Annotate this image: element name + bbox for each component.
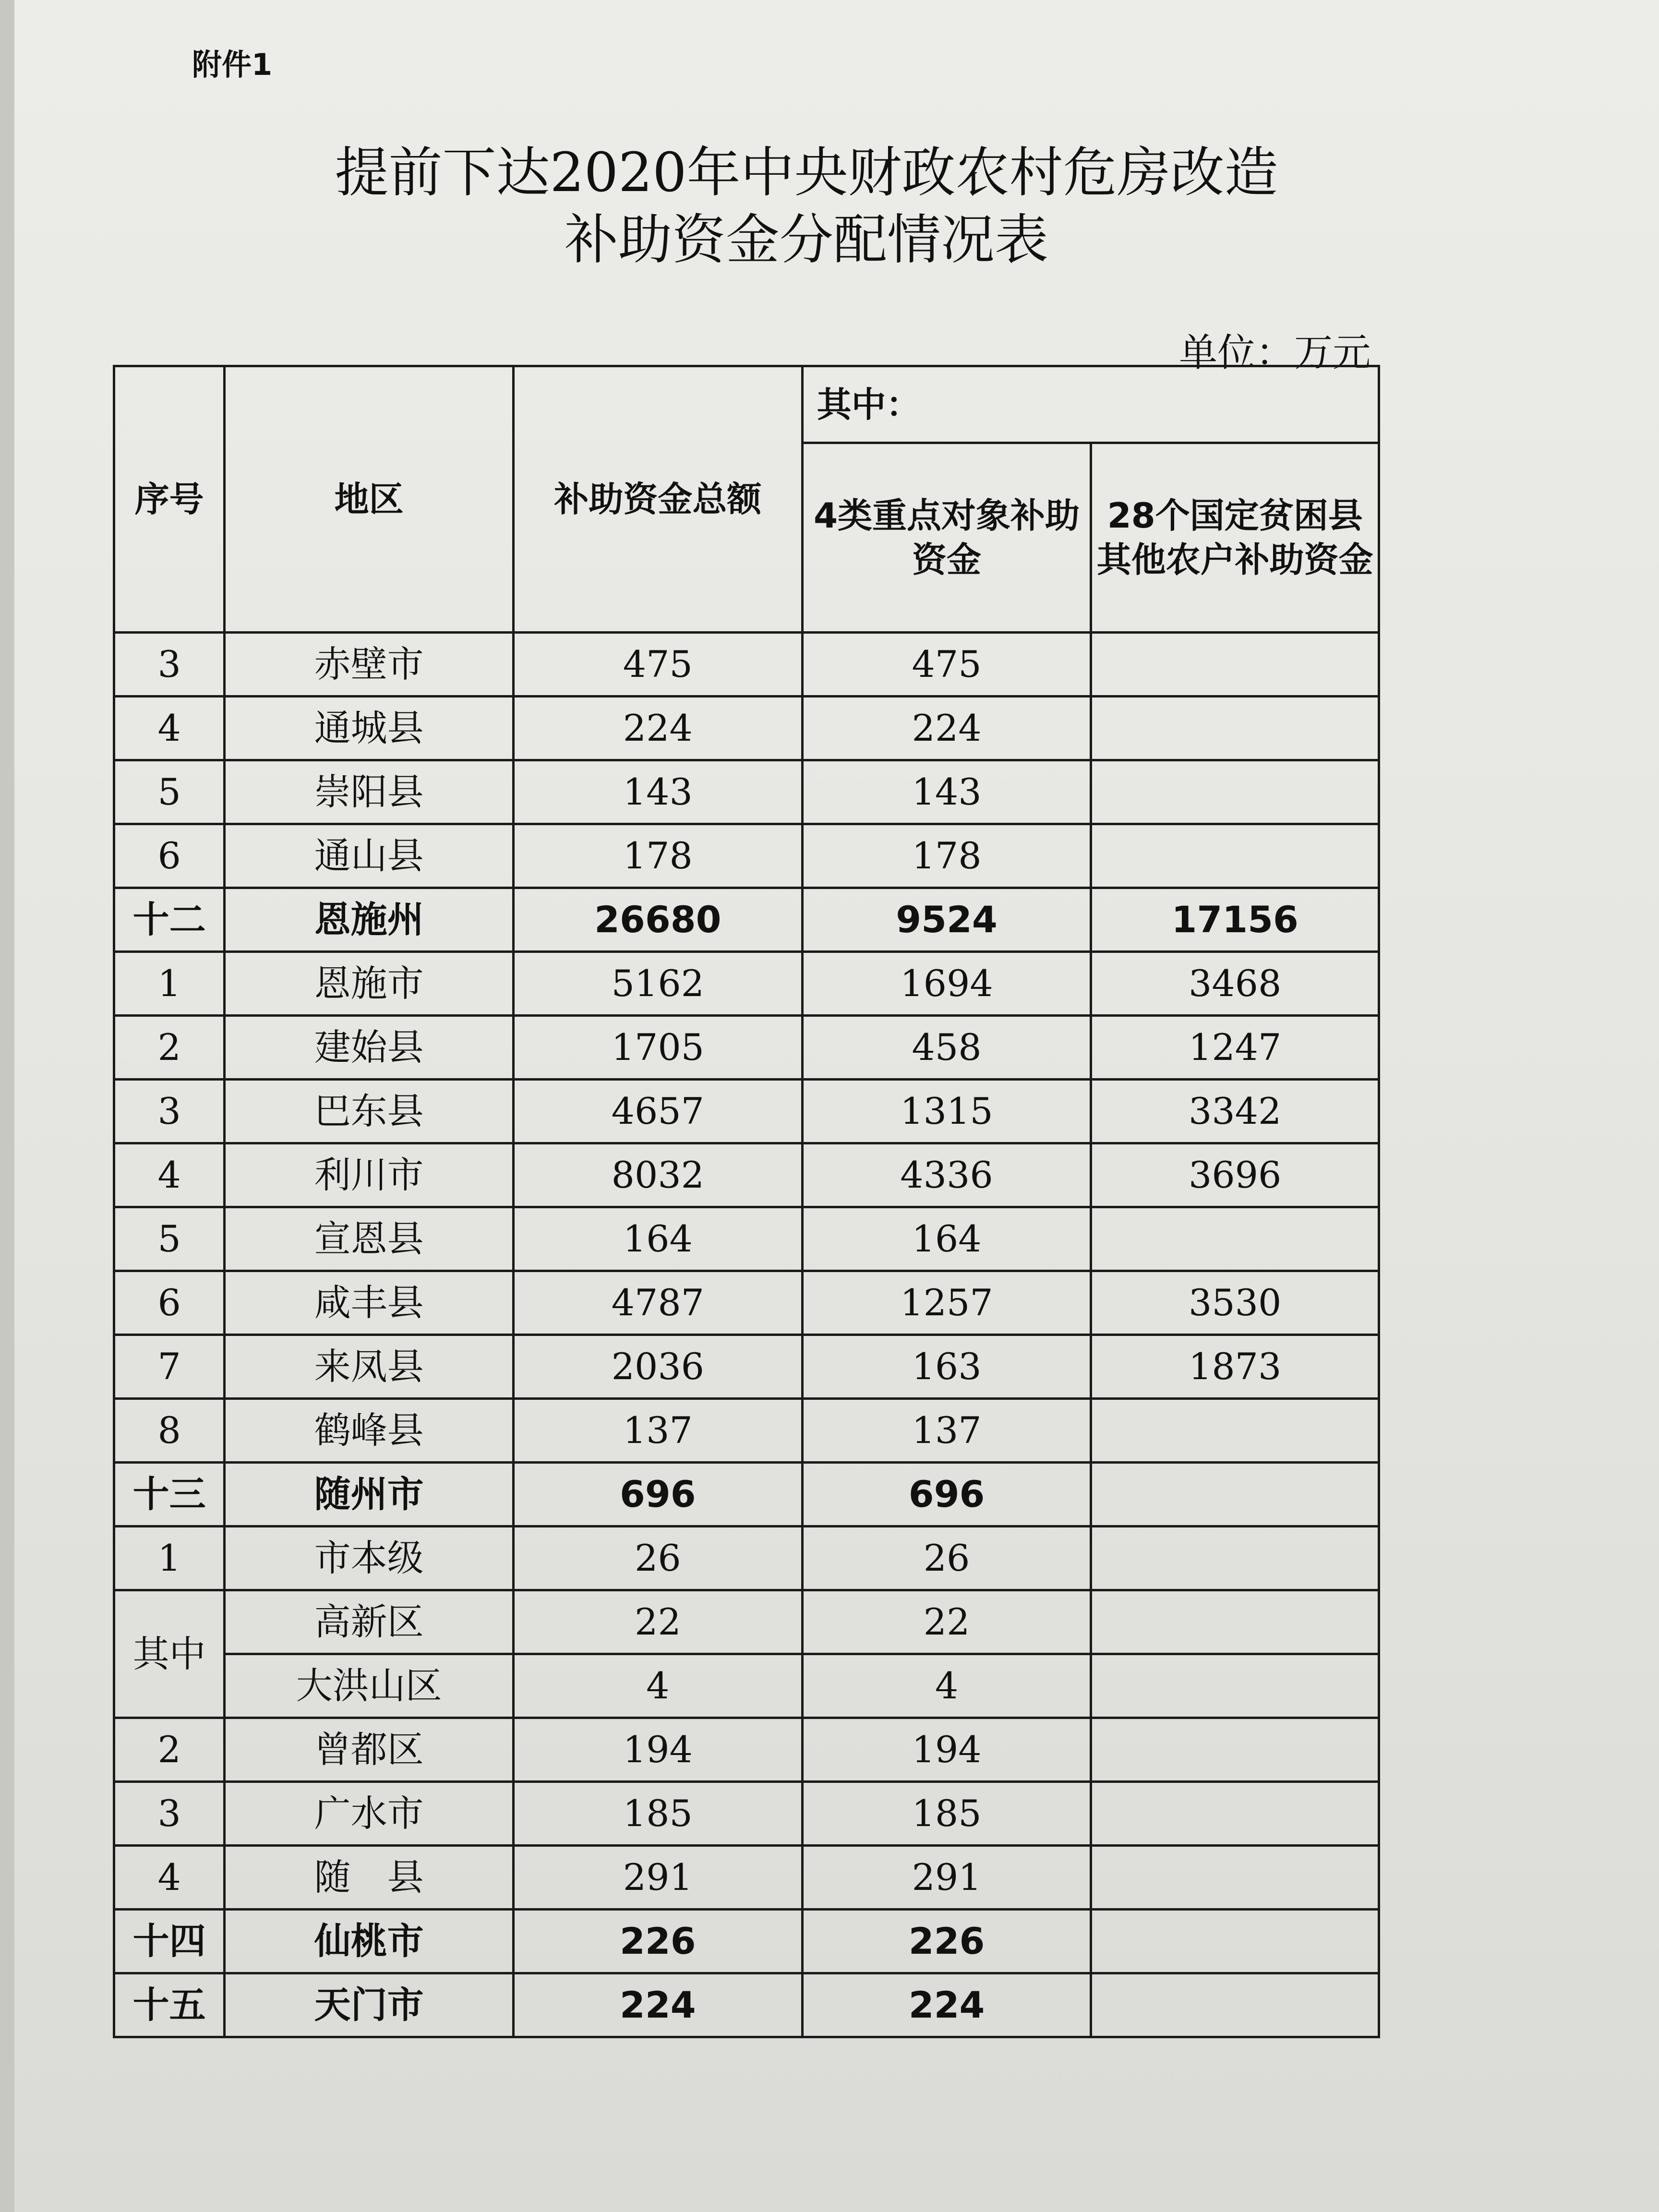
cell-poor	[1091, 1718, 1379, 1782]
cell-key: 4336	[802, 1143, 1091, 1207]
cell-region: 天门市	[225, 1973, 514, 2037]
cell-total: 226	[513, 1910, 802, 1973]
cell-total: 4	[513, 1654, 802, 1718]
table-row	[114, 1782, 1379, 1846]
cell-no: 5	[114, 760, 225, 824]
cell-no: 2	[114, 1718, 225, 1782]
cell-key: 143	[802, 760, 1091, 824]
table-row-subtotal	[114, 888, 1379, 952]
table-row	[114, 824, 1379, 888]
cell-key: 164	[802, 1207, 1091, 1271]
cell-total: 26	[513, 1527, 802, 1590]
cell-region: 宣恩县	[225, 1207, 514, 1271]
cell-region: 大洪山区	[225, 1654, 514, 1718]
header-total: 补助资金总额	[513, 366, 802, 633]
cell-region: 崇阳县	[225, 760, 514, 824]
header-region: 地区	[225, 366, 514, 633]
cell-no: 4	[114, 1143, 225, 1207]
cell-poor	[1091, 760, 1379, 824]
allocation-table	[113, 365, 1380, 2038]
page-edge-shadow	[0, 0, 14, 2212]
cell-no: 6	[114, 1271, 225, 1335]
cell-no: 5	[114, 1207, 225, 1271]
cell-poor	[1091, 1207, 1379, 1271]
cell-no: 6	[114, 824, 225, 888]
cell-total: 143	[513, 760, 802, 824]
cell-key: 185	[802, 1782, 1091, 1846]
cell-poor	[1091, 824, 1379, 888]
cell-total: 1705	[513, 1016, 802, 1080]
cell-poor: 3468	[1091, 952, 1379, 1016]
cell-region: 建始县	[225, 1016, 514, 1080]
cell-poor	[1091, 1654, 1379, 1718]
cell-poor	[1091, 1463, 1379, 1527]
cell-key: 226	[802, 1910, 1091, 1973]
cell-key: 291	[802, 1846, 1091, 1910]
cell-total: 4787	[513, 1271, 802, 1335]
cell-poor	[1091, 633, 1379, 697]
header-of-which: 其中：	[802, 366, 1379, 443]
cell-poor: 3696	[1091, 1143, 1379, 1207]
cell-key: 9524	[802, 888, 1091, 952]
table-row	[114, 1016, 1379, 1080]
cell-no: 十四	[114, 1910, 225, 1973]
cell-no: 2	[114, 1016, 225, 1080]
cell-total: 8032	[513, 1143, 802, 1207]
table-row	[114, 1271, 1379, 1335]
table-header-row	[114, 366, 1379, 443]
cell-no: 十二	[114, 888, 225, 952]
table-row-subtotal	[114, 1910, 1379, 1973]
cell-no: 1	[114, 1527, 225, 1590]
cell-poor: 3342	[1091, 1080, 1379, 1143]
cell-key: 137	[802, 1399, 1091, 1463]
table-row	[114, 1846, 1379, 1910]
cell-region: 恩施州	[225, 888, 514, 952]
cell-poor	[1091, 697, 1379, 760]
cell-key: 4	[802, 1654, 1091, 1718]
table-row-subtotal	[114, 1463, 1379, 1527]
title-line-2: 补助资金分配情况表	[565, 209, 1048, 271]
cell-key: 178	[802, 824, 1091, 888]
cell-poor	[1091, 1782, 1379, 1846]
cell-region: 通山县	[225, 824, 514, 888]
cell-no: 十三	[114, 1463, 225, 1527]
cell-key: 696	[802, 1463, 1091, 1527]
cell-no-group: 其中	[114, 1590, 225, 1718]
cell-total: 5162	[513, 952, 802, 1016]
table-row-subtotal	[114, 1973, 1379, 2037]
table-row	[114, 1080, 1379, 1143]
cell-region: 利川市	[225, 1143, 514, 1207]
cell-total: 137	[513, 1399, 802, 1463]
cell-poor	[1091, 1527, 1379, 1590]
table-row	[114, 697, 1379, 760]
cell-no: 3	[114, 633, 225, 697]
cell-key: 458	[802, 1016, 1091, 1080]
table-row	[114, 1335, 1379, 1399]
cell-no: 3	[114, 1080, 225, 1143]
cell-no: 8	[114, 1399, 225, 1463]
unit-label: 单位：万元	[1179, 330, 1371, 375]
table-row	[114, 952, 1379, 1016]
table-row	[114, 633, 1379, 697]
cell-key: 163	[802, 1335, 1091, 1399]
cell-total: 224	[513, 697, 802, 760]
header-poor-counties: 28个国定贫困县其他农户补助资金	[1091, 443, 1379, 633]
cell-key: 224	[802, 1973, 1091, 2037]
cell-poor	[1091, 1910, 1379, 1973]
cell-key: 22	[802, 1590, 1091, 1654]
cell-region: 巴东县	[225, 1080, 514, 1143]
cell-total: 224	[513, 1973, 802, 2037]
table-row	[114, 1590, 1379, 1654]
cell-no: 4	[114, 1846, 225, 1910]
table-row	[114, 1527, 1379, 1590]
cell-region: 咸丰县	[225, 1271, 514, 1335]
cell-total: 26680	[513, 888, 802, 952]
cell-no: 十五	[114, 1973, 225, 2037]
cell-total: 4657	[513, 1080, 802, 1143]
cell-total: 194	[513, 1718, 802, 1782]
cell-no: 1	[114, 952, 225, 1016]
cell-total: 696	[513, 1463, 802, 1527]
cell-key: 1257	[802, 1271, 1091, 1335]
cell-key: 1694	[802, 952, 1091, 1016]
cell-poor	[1091, 1846, 1379, 1910]
cell-total: 2036	[513, 1335, 802, 1399]
table-row	[114, 1718, 1379, 1782]
header-key-targets: 4类重点对象补助资金	[802, 443, 1091, 633]
cell-total: 475	[513, 633, 802, 697]
cell-poor	[1091, 1590, 1379, 1654]
table-row	[114, 760, 1379, 824]
cell-no: 7	[114, 1335, 225, 1399]
table-row	[114, 1143, 1379, 1207]
cell-region: 赤壁市	[225, 633, 514, 697]
cell-total: 178	[513, 824, 802, 888]
cell-key: 26	[802, 1527, 1091, 1590]
cell-region: 随州市	[225, 1463, 514, 1527]
cell-region: 广水市	[225, 1782, 514, 1846]
cell-poor: 3530	[1091, 1271, 1379, 1335]
table-row	[114, 1654, 1379, 1718]
cell-region: 曾都区	[225, 1718, 514, 1782]
cell-total: 22	[513, 1590, 802, 1654]
title-line-1: 提前下达2020年中央财政农村危房改造	[335, 142, 1278, 204]
cell-poor: 1873	[1091, 1335, 1379, 1399]
cell-poor: 1247	[1091, 1016, 1379, 1080]
attachment-label: 附件1	[192, 47, 273, 82]
cell-total: 164	[513, 1207, 802, 1271]
cell-region: 来凤县	[225, 1335, 514, 1399]
cell-region: 市本级	[225, 1527, 514, 1590]
table-row	[114, 1207, 1379, 1271]
header-no: 序号	[114, 366, 225, 633]
cell-region: 随 县	[225, 1846, 514, 1910]
table-row	[114, 1399, 1379, 1463]
cell-no: 4	[114, 697, 225, 760]
cell-key: 224	[802, 697, 1091, 760]
cell-poor	[1091, 1399, 1379, 1463]
cell-region: 鹤峰县	[225, 1399, 514, 1463]
cell-key: 1315	[802, 1080, 1091, 1143]
cell-key: 194	[802, 1718, 1091, 1782]
cell-poor: 17156	[1091, 888, 1379, 952]
cell-region: 仙桃市	[225, 1910, 514, 1973]
cell-no: 3	[114, 1782, 225, 1846]
cell-region: 高新区	[225, 1590, 514, 1654]
cell-key: 475	[802, 633, 1091, 697]
cell-region: 通城县	[225, 697, 514, 760]
cell-total: 291	[513, 1846, 802, 1910]
cell-total: 185	[513, 1782, 802, 1846]
cell-poor	[1091, 1973, 1379, 2037]
cell-region: 恩施市	[225, 952, 514, 1016]
